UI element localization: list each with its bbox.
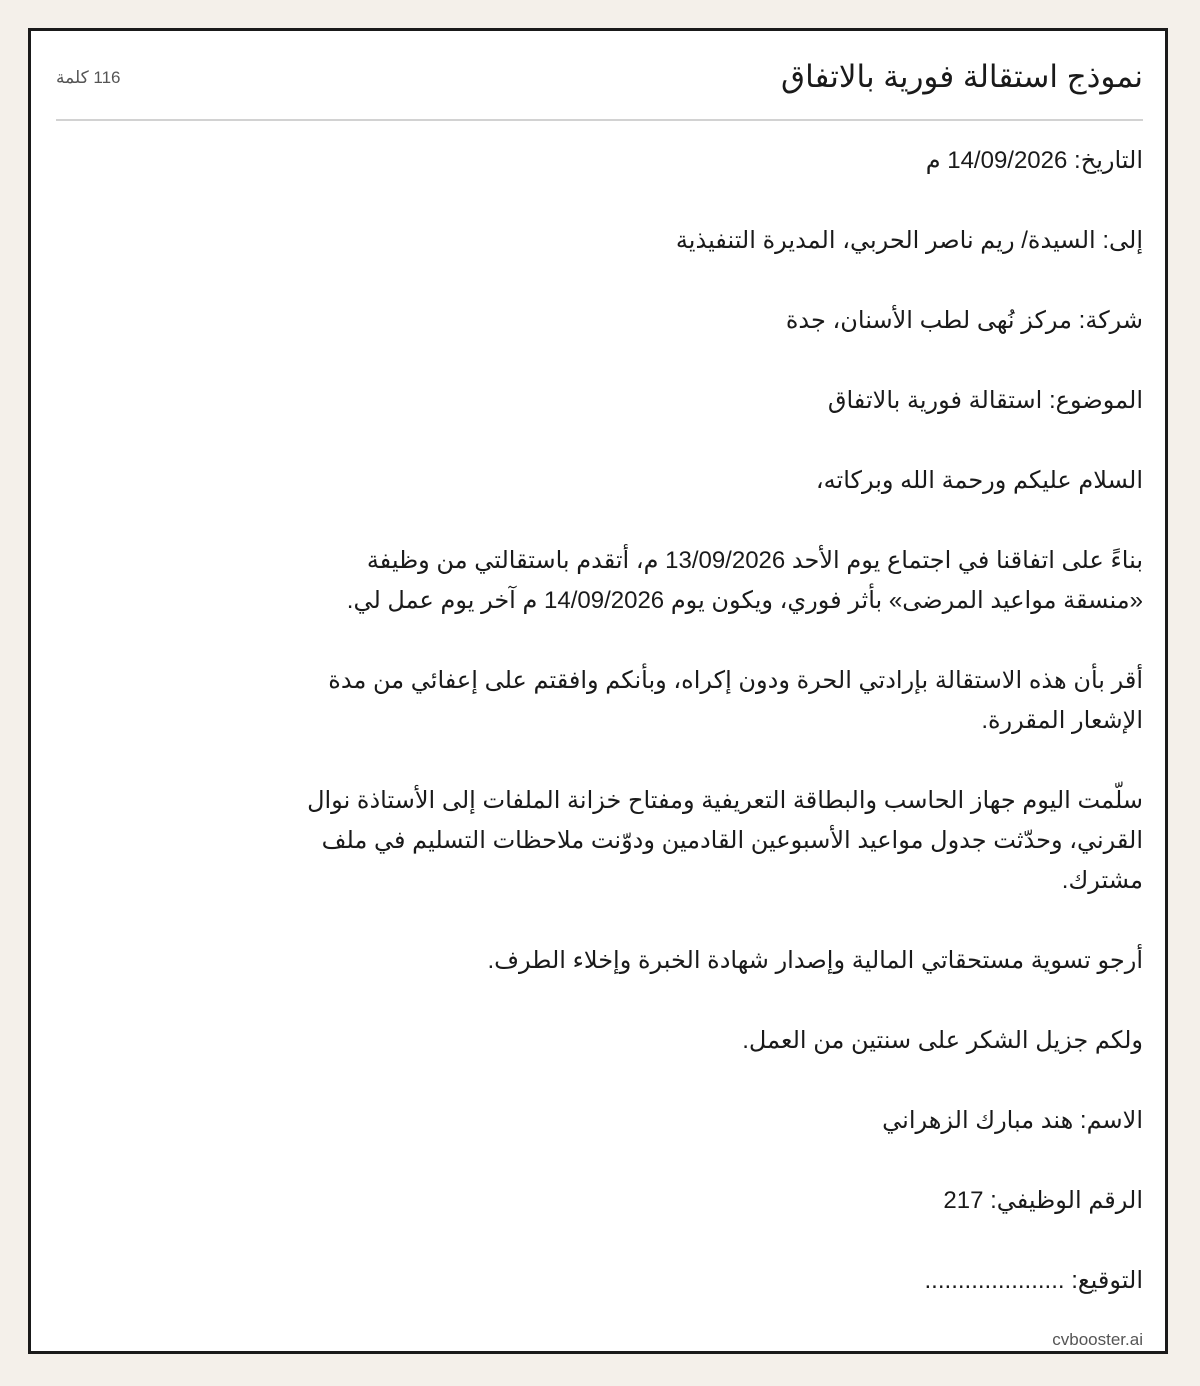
letter-closing: ولكم جزيل الشكر على سنتين من العمل.	[742, 1027, 1143, 1054]
letter-signature: التوقيع: .....................	[924, 1267, 1143, 1294]
letter-subject: الموضوع: استقالة فورية بالاتفاق	[827, 387, 1143, 414]
document-title: نموذج استقالة فورية بالاتفاق	[781, 59, 1143, 94]
letter-paragraph: بناءً على اتفاقنا في اجتماع يوم الأحد 13/09/2026 م، أتقدم باستقالتي من وظيفة «منسقة مواعيد المرضى» بأثر فوري، ويكون يوم 14/09/2026 م آخر يوم عمل لي.	[346, 547, 1143, 614]
word-count: 116 كلمة	[56, 68, 121, 87]
letter-recipient: إلى: السيدة/ ريم ناصر الحربي، المديرة التنفيذية	[675, 227, 1143, 254]
letter-paragraph: سلّمت اليوم جهاز الحاسب والبطاقة التعريفية ومفتاح خزانة الملفات إلى الأستاذة نوال القرني، وحدّثت جدول مواعيد الأسبوعين القادمين ودوّنت ملاحظات التسليم في ملف مشترك.	[307, 787, 1143, 894]
letter-paragraph: أقر بأن هذه الاستقالة بإرادتي الحرة ودون إكراه، وبأنكم وافقتم على إعفائي من مدة الإشعار المقررة.	[328, 667, 1143, 734]
document-header	[56, 31, 1143, 121]
letter-name: الاسم: هند مبارك الزهراني	[882, 1107, 1143, 1134]
brand-footer: cvbooster.ai	[1052, 1330, 1143, 1349]
letter-date: التاريخ: 14/09/2026 م	[925, 147, 1143, 174]
letter-paragraph: أرجو تسوية مستحقاتي المالية وإصدار شهادة الخبرة وإخلاء الطرف.	[487, 947, 1143, 974]
letter-company: شركة: مركز نُهى لطب الأسنان، جدة	[785, 307, 1143, 334]
document-page	[28, 28, 1168, 1354]
letter-employee-id: الرقم الوظيفي: 217	[943, 1187, 1143, 1214]
letter-greeting: السلام عليكم ورحمة الله وبركاته،	[815, 467, 1143, 494]
letter-body	[283, 141, 1143, 1341]
